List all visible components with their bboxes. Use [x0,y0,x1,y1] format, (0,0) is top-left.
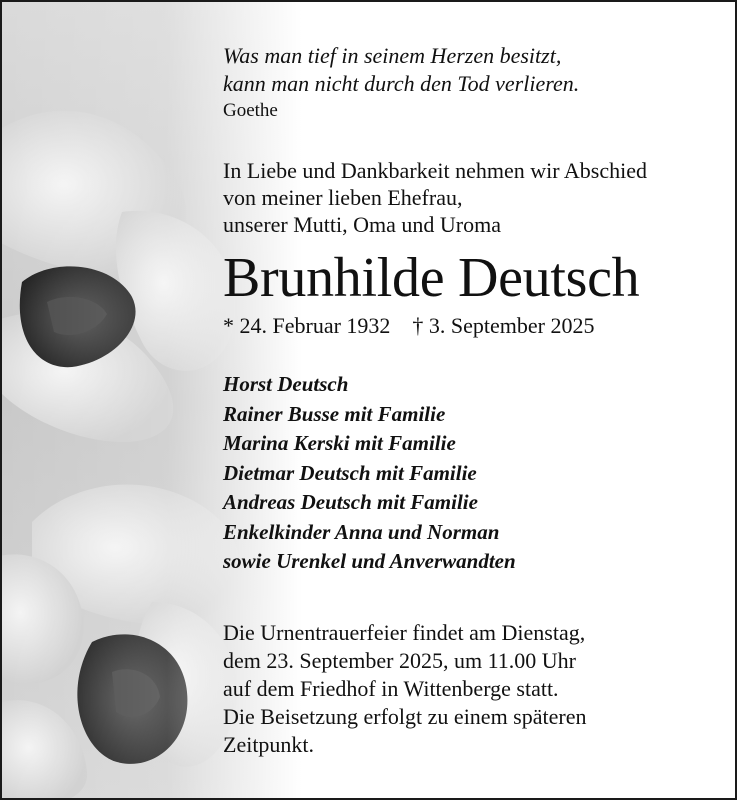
quote-author: Goethe [223,100,278,121]
ceremony-info [223,619,586,759]
intro-line: In Liebe und Dankbarkeit nehmen wir Abschied [223,158,647,183]
intro-text [223,157,647,238]
ceremony-line: dem 23. September 2025, um 11.00 Uhr [223,648,576,673]
mourner: sowie Urenkel und Anverwandten [223,549,516,573]
mourner: Horst Deutsch [223,372,349,396]
ceremony-line: Die Urnentrauerfeier findet am Dienstag, [223,620,586,645]
ceremony-line: Zeitpunkt. [223,732,315,757]
intro-line: unserer Mutti, Oma und Uroma [223,212,501,237]
deceased-name: Brunhilde Deutsch [223,247,640,309]
mourner: Dietmar Deutsch mit Familie [223,460,477,485]
quote [223,42,579,98]
mourners-list [223,370,516,577]
mourner: Marina Kerski mit Familie [223,431,456,455]
birth-date: * 24. Februar 1932 [223,313,391,338]
intro-line: von meiner lieben Ehefrau, [223,185,463,210]
life-dates [223,312,595,339]
death-date: † 3. September 2025 [412,313,595,338]
quote-line: kann man nicht durch den Tod verlieren. [223,71,580,96]
mourner: Andreas Deutsch mit Familie [223,490,478,514]
ceremony-line: auf dem Friedhof in Wittenberge statt. [223,676,559,701]
mourner: Enkelkinder Anna und Norman [223,519,500,544]
quote-line: Was man tief in seinem Herzen besitzt, [223,43,562,68]
mourner: Rainer Busse mit Familie [223,401,446,426]
ceremony-line: Die Beisetzung erfolgt zu einem späteren [223,704,587,729]
